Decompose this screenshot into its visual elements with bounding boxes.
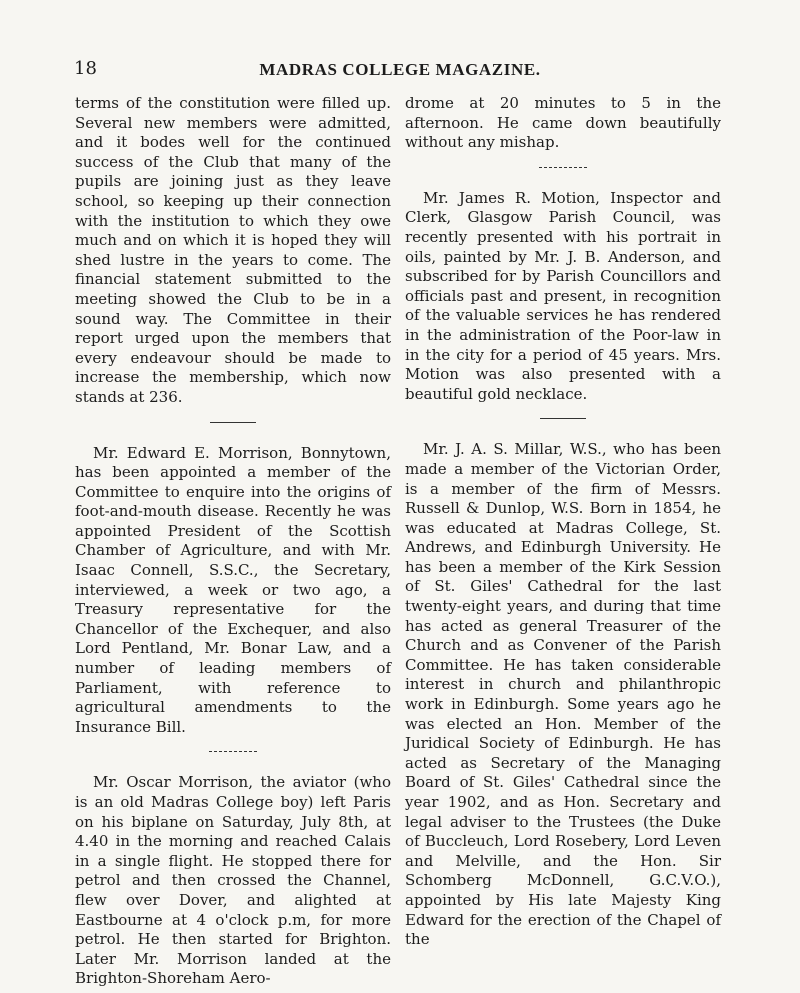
separator-rule <box>539 167 587 168</box>
right-column <box>405 94 721 950</box>
separator-rule <box>210 422 256 423</box>
left-column <box>75 94 391 989</box>
separator-rule <box>540 418 586 419</box>
paragraph-club-constitution: terms of the constitution were filled up. Several new members were admitted, and it bodes well for the continued success of the Club that many of the pupils are joining just as they leave school, so keeping up their connection with the institution to which they owe much and on which it is hoped they will shed lustre in the years to come. The financial statement submitted to the meeting showed the Club to be in a sound way. The Committee in their report urged upon the members that every endeavour should be made to increase the membership, which now stands at 236. <box>75 94 391 406</box>
paragraph-edward-morrison: Mr. Edward E. Morrison, Bonnytown, has been appointed a member of the Committee to enquire into the origins of foot-and-mouth disease. Recently he was appointed President of the Scottish Chamber of Agriculture, and with Mr. Isaac Connell, S.S.C., the Secretary, interviewed, a week or two ago, a Treasury representative for the Chancellor of the Exchequer, and also Lord Pentland, Mr. Bonar Law, and a number of leading members of Parliament, with reference to agricultural amendments to the Insurance Bill. <box>75 443 391 736</box>
paragraph-oscar-morrison: Mr. Oscar Morrison, the aviator (who is an old Madras College boy) left Paris on his biplane on Saturday, July 8th, at 4.40 in the morning and reached Calais in a single flight. He stopped there for petrol and then crossed the Channel, flew over Dover, and alighted at Eastbourne at 4 o'clock p.m, for more petrol. He then started for Brighton. Later Mr. Morrison landed at the Brighton-Shoreham Aero- <box>75 773 391 988</box>
paragraph-millar: Mr. J. A. S. Millar, W.S., who has been made a member of the Victorian Order, is a member of the firm of Messrs. Russell & Dunlop, W.S. Born in 1854, he was educated at Madras College, St. Andrews, and Edinburgh University. He has been a member of the Kirk Session of St. Giles' Cathedral for the last twenty-eight years, and during that time has acted as general Treasurer of the Church and as Convener of the Parish Committee. He has taken considerable interest in church and philanthropic work in Edinburgh. Some years ago he was elected an Hon. Member of the Juridical Society of Edinburgh. He has acted as Secretary of the Managing Board of St. Giles' Cathedral since the year 1902, and as Hon. Secretary and legal adviser to the Trustees (the Duke of Buccleuch, Lord Rosebery, Lord Leven and Melville, and the Hon. Sir Schomberg McDonnell, G.C.V.O.), appointed by His late Majesty King Edward for the erection of the Chapel of the <box>405 440 721 949</box>
page-number: 18 <box>74 58 97 79</box>
paragraph-james-motion: Mr. James R. Motion, Inspector and Clerk, Glasgow Parish Council, was recently presented with his portrait in oils, painted by Mr. J. B. Anderson, and subscribed for by Parish Councillors and officials past and present, in recognition of the valuable services he has rendered in the administration of the Poor-law in in the city for a period of 45 years. Mrs. Motion was also presented with a beautiful gold necklace. <box>405 188 721 403</box>
running-title: MADRAS COLLEGE MAGAZINE. <box>259 60 541 79</box>
paragraph-aerodrome-continued: drome at 20 minutes to 5 in the afternoon. He came down beautifully without any mishap. <box>405 94 721 152</box>
separator-rule <box>209 751 257 752</box>
page-header <box>0 58 800 84</box>
